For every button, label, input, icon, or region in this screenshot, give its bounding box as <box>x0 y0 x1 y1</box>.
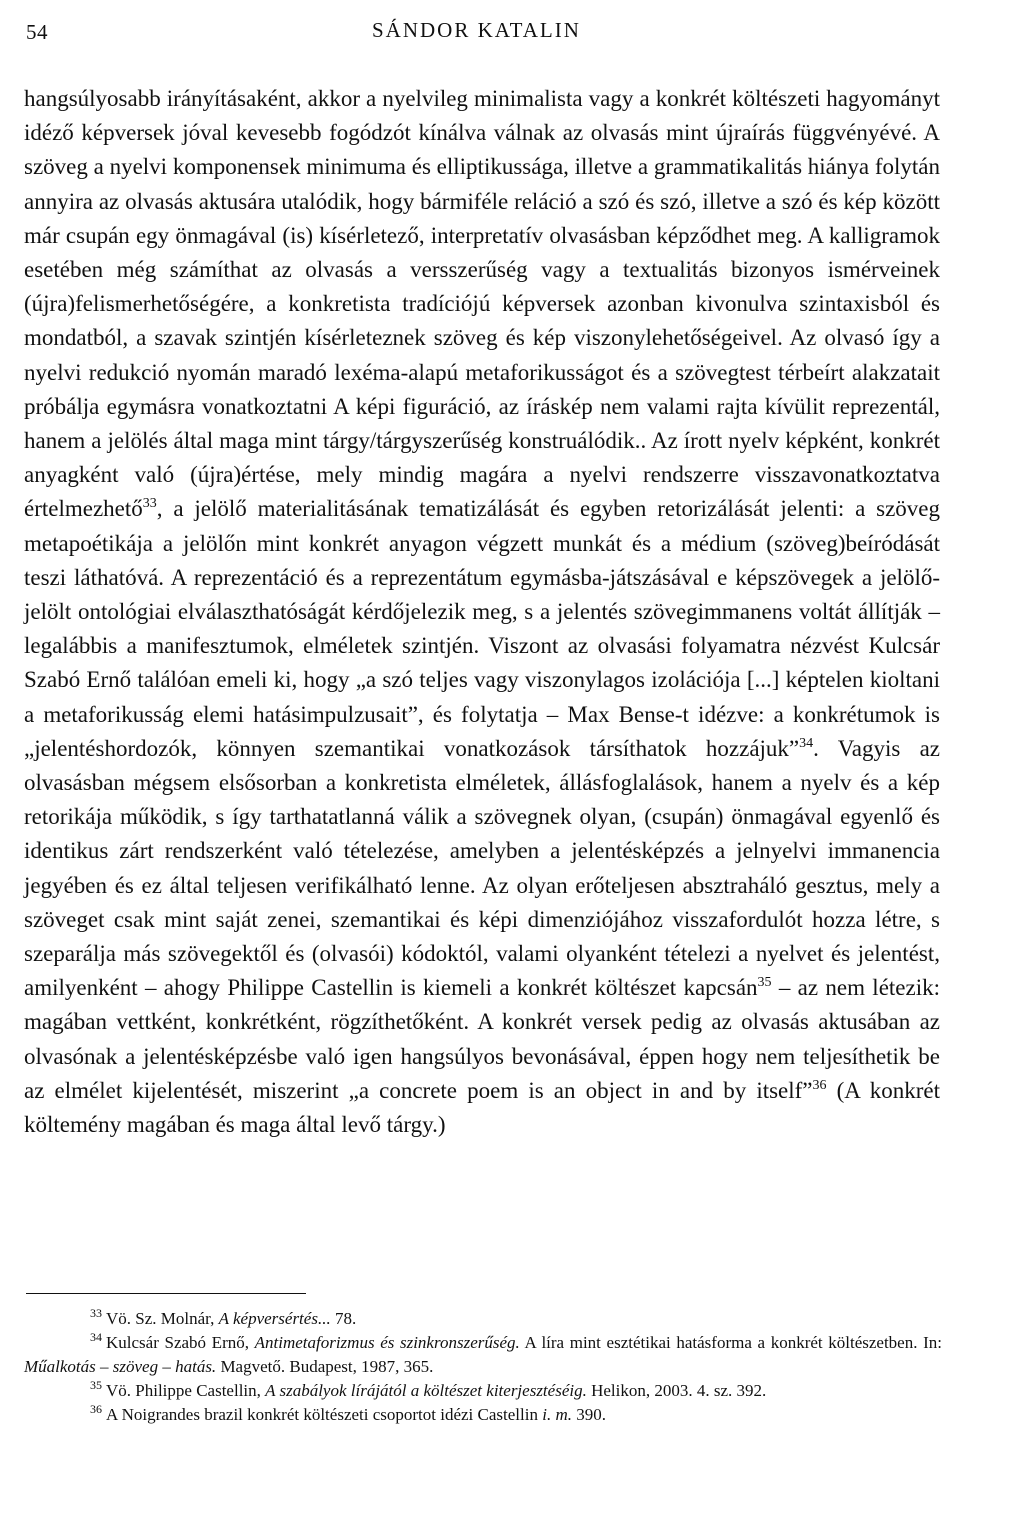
footnote-title: A képversértés... <box>218 1309 331 1328</box>
footnote-34 <box>24 1331 942 1379</box>
footnotes <box>24 1307 942 1427</box>
footnote-text: A Noigrandes brazil konkrét költészeti csoportot idézi Castellin <box>106 1405 543 1424</box>
page-number: 54 <box>26 20 48 44</box>
footnote-number: 34 <box>90 1330 102 1344</box>
footnote-number: 33 <box>90 1306 102 1320</box>
footnote-33 <box>24 1307 942 1331</box>
footnote-ref-35: 35 <box>757 975 772 991</box>
body-paragraph <box>24 82 940 1142</box>
main-text <box>24 82 940 1142</box>
footnote-text: Magvető. Budapest, 1987, 365. <box>216 1357 434 1376</box>
footnote-ref-34: 34 <box>799 735 814 751</box>
footnote-text: Kulcsár Szabó Ernő, <box>106 1333 255 1352</box>
page-header <box>0 18 1024 48</box>
footnote-title: Műalkotás – szöveg – hatás. <box>24 1357 217 1376</box>
footnote-number: 35 <box>90 1378 102 1392</box>
footnote-title: i. m. <box>542 1405 572 1424</box>
footnote-text: Vö. Sz. Molnár, <box>106 1309 219 1328</box>
footnote-separator <box>26 1293 306 1294</box>
footnote-text: 390. <box>571 1405 606 1424</box>
footnote-text: Vö. Philippe Castellin, <box>106 1381 266 1400</box>
body-text-segment: (A konkrét költemény magában és maga által levő tárgy.) <box>24 1077 940 1138</box>
running-head-author: SÁNDOR KATALIN <box>372 18 581 42</box>
footnote-number: 36 <box>90 1402 102 1416</box>
body-text-segment: . Vagyis az olvasásban mégsem elsősorban a konkretista elméletek, állásfoglalások, hanem a nyelv és a kép retorikája működik, s így tarthatatlanná válik a szövegnek olyan, (csupán) önmagával egyenlő és identikus zárt rendszerként való tételezése, amelyben a jelentésképzés a jelnyelvi immanencia jegyében és ez által teljesen verifikálható lenne. Az olyan erőteljesen absztraháló gesztus, mely a szöveget csak mint saját zenei, szemantikai és képi dimenziójához visszafordulót hozza létre, s szeparálja más szövegektől és (olvasói) kódoktól, valami olyanként tételezi a nyelvet és jelentést, amilyenként – ahogy Philippe Castellin is kiemeli a konkrét költészet kapcsán <box>24 735 940 1001</box>
footnote-ref-36: 36 <box>812 1077 827 1093</box>
footnote-text: A líra mint esztétikai hatásforma a konkrét költészetben. In: <box>519 1333 942 1352</box>
body-text-segment: – az nem létezik: magában vettként, konkrétként, rögzíthetőként. A konkrét versek pedig az olvasás aktusában az olvasónak a jelentésképzésbe való igen hangsúlyos bevonásával, éppen hogy nem teljesíthetik be az elmélet kijelentését, miszerint „a concrete poem is an object in and by itself” <box>24 975 940 1103</box>
body-text-segment: , a jelölő materialitásának tematizálását és egyben retorizálását jelenti: a szöveg metapoétikája a jelölőn mint konkrét anyagon végzett munkát és a médium (szöveg)beíródását teszi láthatóvá. A reprezentáció és a reprezentátum egymásba-játszásával e képszövegek a jelölő-jelölt ontológiai elválaszthatóságát kérdőjelezik meg, s a jelentés szövegimmanens voltát állítják – legalábbis a manifesztumok, elméletek szintjén. Viszont az olvasási folyamatra nézvést Kulcsár Szabó Ernő találóan emeli ki, hogy „a szó teljes vagy viszonylagos izolációja [...] képtelen kioltani a metaforikusság elemi hatásimpulzusait”, és folytatja – Max Bense-t idézve: a konkrétumok is „jelentéshordozók, könnyen szemantikai vonatkozások társíthatok hozzájuk” <box>24 496 940 761</box>
footnote-title: A szabályok lírájától a költészet kiterjesztéséig. <box>265 1381 587 1400</box>
footnote-text: 78. <box>330 1309 357 1328</box>
body-text-segment: hangsúlyosabb irányításaként, akkor a nyelvileg minimalista vagy a konkrét költészeti hagyományt idéző képversek jóval kevesebb fogódzót kínálva válnak az olvasás mint újraírás függvényévé. A szöveg a nyelvi komponensek minimuma és elliptikussága, illetve a grammatikalitás hiánya folytán annyira az olvasás aktusára utalódik, hogy bármiféle reláció a szó és szó, illetve a szó és kép között már csupán egy önmagával (is) kísérletező, interpretatív olvasásban képződhet meg. A kalligramok esetében még számíthat az olvasás a versszerűség vagy a textualitás bizonyos ismérveinek (újra)felismerhetőségére, a konkretista tradíciójú képversek azonban kivonulva szintaxisból és mondatból, a szavak szintjén kísérleteznek szöveg és kép viszonylehetőségeivel. Az olvasó így a nyelvi redukció nyomán maradó lexéma-alapú metaforikusságot és a szövegtest térbeírt alakzatait próbálja egymásra vonatkoztatni A képi figuráció, az íráskép nem valami rajta kívülit reprezentál, hanem a jelölés által maga mint tárgy/tárgyszerűség konstruálódik.. Az írott nyelv képként, konkrét anyagként való (újra)értése, mely mindig magára a nyelvi rendszerre visszavonatkoztatva értelmezhető <box>24 86 940 522</box>
footnote-35 <box>24 1379 942 1403</box>
footnote-title: Antimetaforizmus és szinkronszerűség. <box>254 1333 520 1352</box>
footnote-ref-33: 33 <box>142 496 157 512</box>
footnote-text: Helikon, 2003. 4. sz. 392. <box>586 1381 767 1400</box>
footnote-36 <box>24 1403 942 1427</box>
